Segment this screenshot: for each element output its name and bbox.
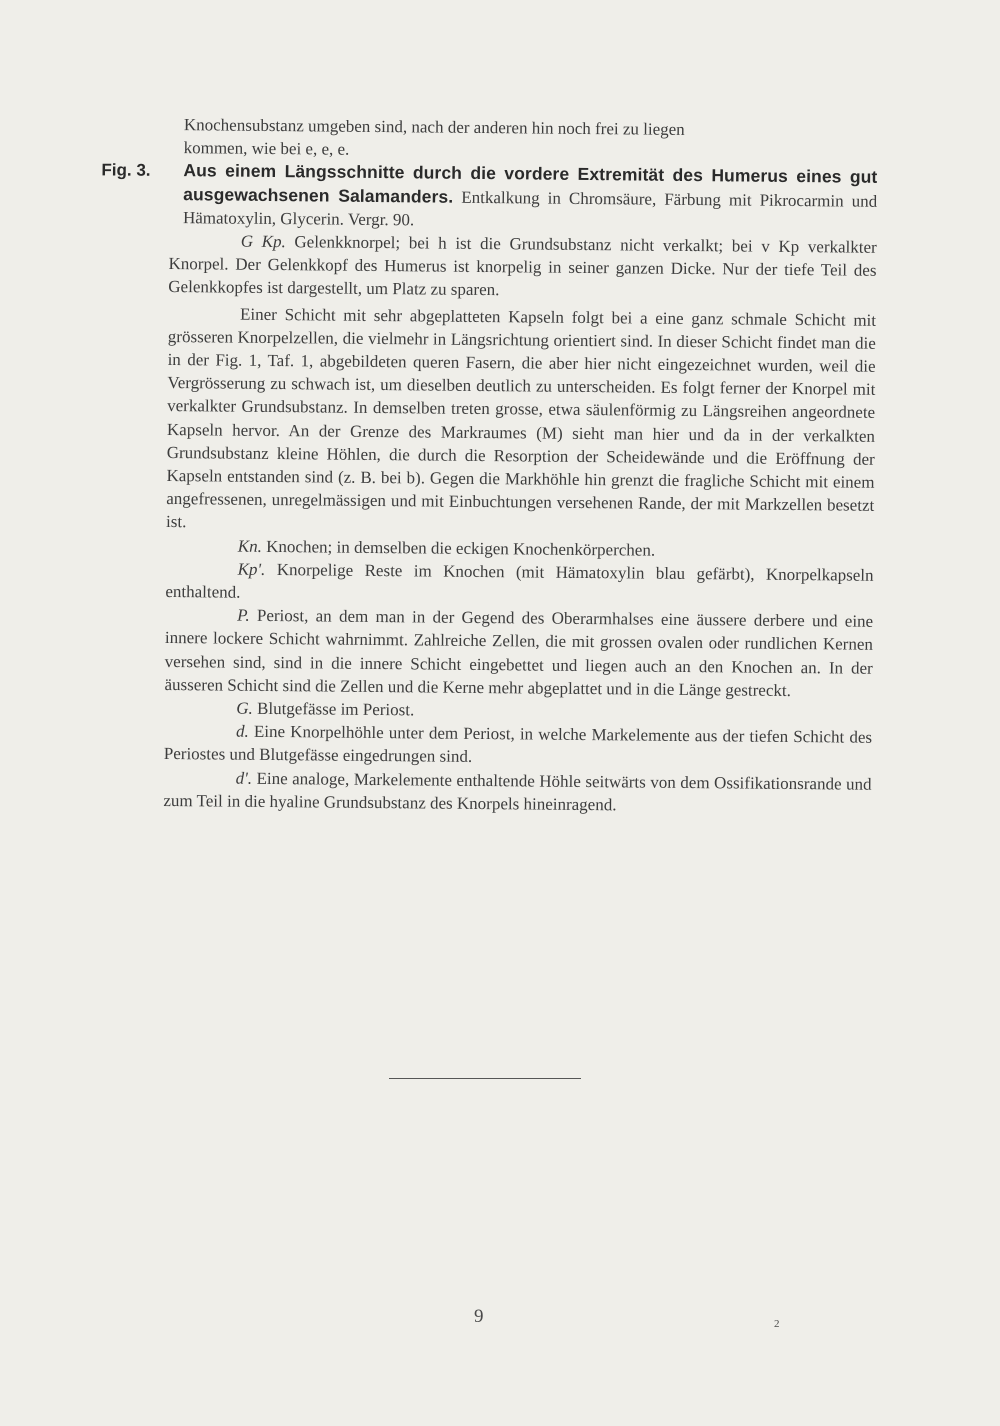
paragraph-text: Eine analoge, Markelemente enthaltende Höhle seitwärts von dem Ossifikationsrande und zum Teil in die hyaline Grundsubstanz des Knorpels hineinragend. xyxy=(163,768,872,815)
body-text xyxy=(101,113,878,819)
paragraph-schicht xyxy=(166,302,876,541)
section-divider xyxy=(389,1078,581,1079)
paragraph-text: Eine Knorpelhöhle unter dem Periost, in welche Markelemente aus der tiefen Schicht des Periostes und Blutgefässe eingedrungen sind. xyxy=(163,722,873,767)
paragraph-abbr: P. xyxy=(237,605,250,626)
paragraph-d xyxy=(164,719,872,772)
paragraph-periost xyxy=(164,603,873,703)
paragraph-kp xyxy=(165,557,873,610)
figure-label: Fig. 3. xyxy=(101,160,151,181)
intro-line-2: kommen, wie bei e, e, e. xyxy=(183,138,350,159)
paragraph-text: Knorpelige Reste im Knochen (mit Hämatoxylin blau gefärbt), Knorpelkapseln enthaltend. xyxy=(165,559,874,602)
figure-caption xyxy=(101,159,878,235)
paragraph-text: Knochen; in demselben die eckigen Knochenkörperchen. xyxy=(261,536,656,560)
paragraph-abbr: Kp'. xyxy=(237,559,266,579)
paragraph-d-prime xyxy=(163,766,871,819)
figure-description: Entkalkung in Chromsäure, Färbung mit Pikrocarmin und Hämatoxylin, Glycerin. Vergr. 90. xyxy=(182,187,878,230)
paragraph-abbr: d. xyxy=(235,721,249,742)
paragraph-abbr: G Kp. xyxy=(240,231,286,252)
paragraph-text: Periost, an dem man in der Gegend des Oberarmhalses eine äussere derbere und eine innere lockere Schicht wahrnimmt. Zahlreiche Zellen, die mit grossen ovalen oder rundlichen Kernen versehen sind, sind in die innere Schicht eingebettet und liegen auch an den Knochen an. In der äusseren Schicht sind die Zellen und die Kerne mehr abgeplattet und in die Länge gestreckt. xyxy=(164,606,874,700)
paragraph-abbr: G. xyxy=(236,698,253,718)
paragraph-gkp xyxy=(168,229,877,305)
page-number: 9 xyxy=(474,1306,484,1327)
paragraph-text: Blutgefässe im Periost. xyxy=(252,698,415,720)
paragraph-text: Einer Schicht mit sehr abgeplatteten Kapseln folgt bei a eine ganz schmale Schicht mit grösseren Knorpelzellen, die vielmehr in Längsrichtung orientiert sind. In dieser Schicht findet man die in der Fig. 1, Taf. 1, abgebildeten queren Fasern, die aber hier nicht eingezeichnet wurden, weil die Vergrösserung zu schwach ist, um dieselben deutlich zu unterscheiden. Es folgt ferner der Knorpel mit verkalkter Grundsubstanz. In demselben treten grosse, etwa säulenförmig zu Längsreihen angeordnete Kapseln hervor. An der Grenze des Markraumes (M) sieht man hier und da in der verkalkten Grundsubstanz kleine Höhlen, die durch die Resorption der Scheidewände und die Eröffnung der Kapseln entstanden sind (z. B. bei b). Gegen die Markhöhle hin grenzt die fragliche Schicht mit einem angefressenen, unregelmässigen und mit Einbuchtungen versehenen Rande, der mit Markzellen besetzt ist. xyxy=(165,304,877,532)
paragraph-text: Gelenkknorpel; bei h ist die Grundsubstanz nicht verkalkt; bei v Kp verkalkter Knorpel. Der Gelenkkopf des Humerus ist knorpelig in seiner ganzen Dicke. Nur der tiefe Teil des Gelenkkopfes ist dargestellt, um Platz zu sparen. xyxy=(168,232,877,300)
figure-title: Aus einem Längsschnitte durch die vordere Extremität des Humerus eines gut ausgewachsenen Salamanders. xyxy=(183,160,878,207)
paragraph-abbr: Kn. xyxy=(237,536,263,556)
signature-mark: 2 xyxy=(774,1318,780,1330)
intro-line-1: Knochensubstanz umgeben sind, nach der anderen hin noch frei zu liegen xyxy=(183,115,685,139)
paragraph-abbr: d'. xyxy=(235,768,253,788)
